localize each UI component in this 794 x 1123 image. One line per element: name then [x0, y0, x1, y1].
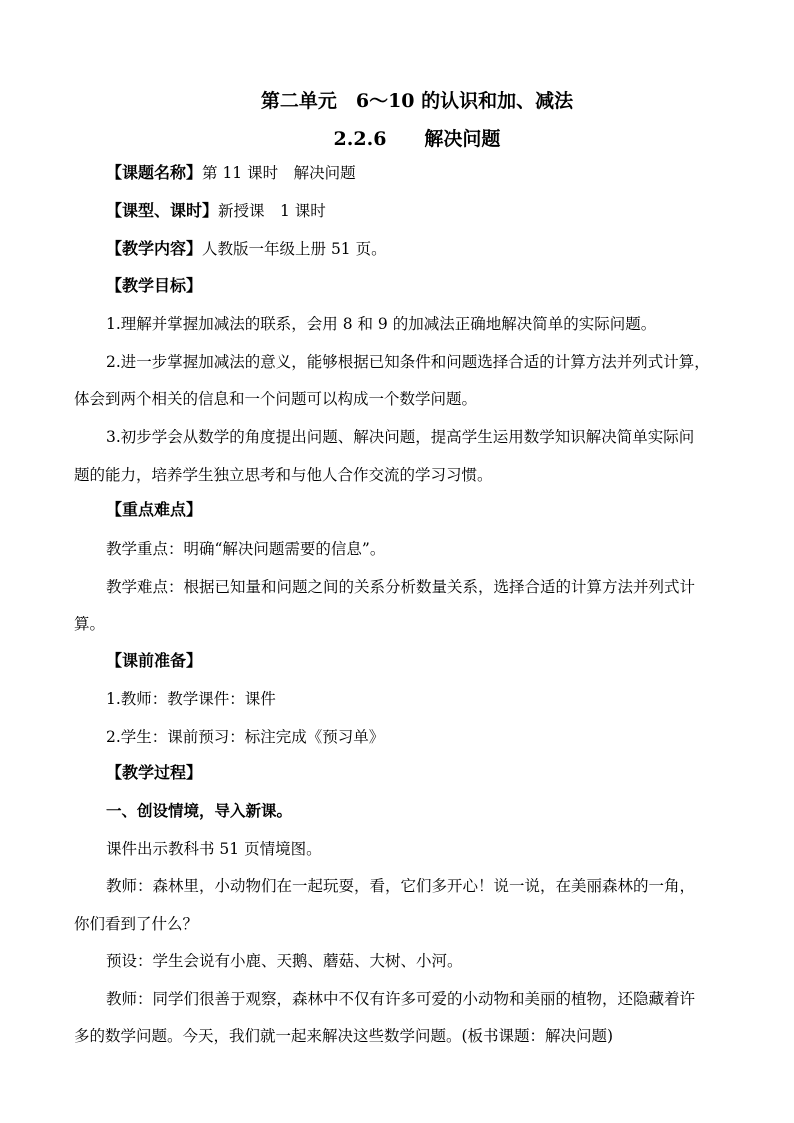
goal-1: 1.理解并掌握加减法的联系，会用 8 和 9 的加减法正确地解决简单的实际问题。 [106, 315, 657, 333]
goal-3-line-1: 3.初步学会从数学的角度提出问题、解决问题，提高学生运用数学知识解决简单实际问 [106, 428, 695, 446]
lesson-name-label: 【课题名称】 [106, 163, 203, 182]
preparation-teacher: 1.教师：教学课件：课件 [106, 690, 276, 708]
goal-2-line-1: 2.进一步掌握加减法的意义，能够根据已知条件和问题选择合适的计算方法并列式计算， [106, 353, 710, 371]
unit-title: 第二单元 6～10 的认识和加、减法 [260, 90, 574, 112]
lesson-subtitle: 2.2.6 解决问题 [333, 128, 501, 150]
process-paragraph-3: 预设：学生会说有小鹿、天鹅、蘑菇、大树、小河。 [106, 952, 463, 970]
process-paragraph-4-line-1: 教师：同学们很善于观察，森林中不仅有许多可爱的小动物和美丽的植物，还隐藏着许 [106, 990, 696, 1008]
goal-2-line-2: 体会到两个相关的信息和一个问题可以构成一个数学问题。 [74, 390, 478, 408]
lesson-name-row [106, 163, 356, 183]
process-paragraph-4-line-2: 多的数学问题。今天，我们就一起来解决这些数学问题。(板书课题：解决问题) [74, 1027, 614, 1045]
process-heading: 【教学过程】 [106, 763, 203, 782]
content-row [106, 239, 387, 259]
content-label: 【教学内容】 [106, 239, 203, 258]
lesson-type-value: 新授课 1 课时 [218, 202, 326, 220]
preparation-student: 2.学生：课前预习：标注完成《预习单》 [106, 728, 385, 746]
goal-3-line-2: 题的能力，培养学生独立思考和与他人合作交流的学习习惯。 [74, 466, 493, 484]
process-paragraph-2-line-2: 你们看到了什么？ [74, 915, 199, 933]
content-value: 人教版一年级上册 51 页。 [202, 240, 387, 258]
process-section-1: 一、创设情境，导入新课。 [106, 801, 293, 820]
lesson-type-row [106, 201, 326, 221]
teaching-difficulty-line-2: 算。 [74, 615, 106, 633]
preparation-heading: 【课前准备】 [106, 651, 203, 670]
process-paragraph-1: 课件出示教科书 51 页情境图。 [106, 840, 322, 858]
lesson-name-value: 第 11 课时 解决问题 [202, 164, 356, 182]
teaching-difficulty-line-1: 教学难点：根据已知量和问题之间的关系分析数量关系，选择合适的计算方法并列式计 [106, 578, 696, 596]
key-points-heading: 【重点难点】 [106, 500, 203, 519]
process-paragraph-2-line-1: 教师：森林里，小动物们在一起玩耍，看，它们多开心！说一说，在美丽森林的一角， [106, 877, 696, 895]
lesson-type-label: 【课型、课时】 [106, 201, 219, 220]
goals-heading: 【教学目标】 [106, 276, 203, 295]
teaching-focus: 教学重点：明确“解决问题需要的信息”。 [106, 540, 386, 558]
